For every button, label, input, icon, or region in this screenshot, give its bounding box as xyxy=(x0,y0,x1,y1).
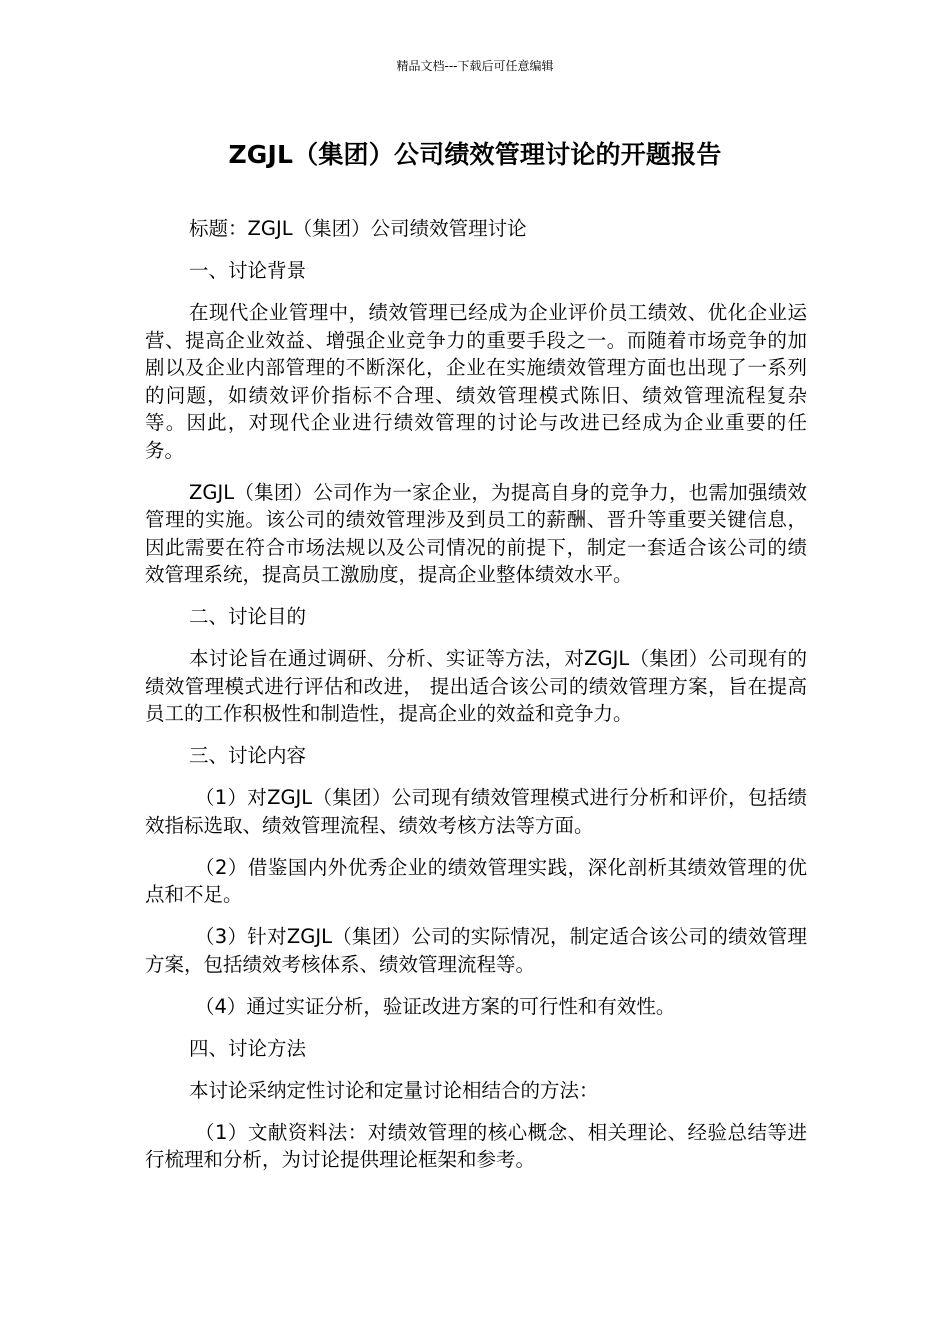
list-item: （2）借鉴国内外优秀企业的绩效管理实践，深化剖析其绩效管理的优点和不足。 xyxy=(145,855,807,906)
list-item: （4）通过实证分析，验证改进方案的可行性和有效性。 xyxy=(195,994,676,1018)
section-heading-content: 三、讨论内容 xyxy=(189,744,307,767)
page-header: 精品文档---下载后可任意编辑 xyxy=(396,59,554,73)
list-item: （1）文献资料法：对绩效管理的核心概念、相关理论、经验总结等进行梳理和分析，为讨论提供理论框架和参考。 xyxy=(145,1120,807,1171)
list-item: （3）针对ZGJL（集团）公司的实际情况，制定适合该公司的绩效管理方案，包括绩效考核体系、绩效管理流程等。 xyxy=(145,925,807,976)
body-paragraph: 在现代企业管理中，绩效管理已经成为企业评价员工绩效、优化企业运营、提高企业效益、增强企业竞争力的重要手段之一。而随着市场竞争的加剧以及企业内部管理的不断深化，企业在实施绩效管理方面也出现了一系列的问题，如绩效评价指标不合理、绩效管理模式陈旧、绩效管理流程复杂等。因此，对现代企业进行绩效管理的讨论与改进已经成为企业重要的任务。 xyxy=(145,301,807,462)
document-body xyxy=(145,215,807,1188)
section-heading-purpose: 二、讨论目的 xyxy=(189,605,307,628)
body-paragraph: 本讨论采纳定性讨论和定量讨论相结合的方法： xyxy=(189,1078,599,1102)
section-heading-method: 四、讨论方法 xyxy=(189,1036,307,1060)
section-heading-background: 一、讨论背景 xyxy=(189,259,307,282)
list-item: （1）对ZGJL（集团）公司现有绩效管理模式进行分析和评价，包括绩效指标选取、绩效管理流程、绩效考核方法等方面。 xyxy=(145,786,807,837)
body-paragraph: ZGJL（集团）公司作为一家企业，为提高自身的竞争力，也需加强绩效管理的实施。该公司的绩效管理涉及到员工的薪酬、晋升等重要关键信息，因此需要在符合市场法规以及公司情况的前提下，制定一套适合该公司的绩效管理系统，提高员工激励度，提高企业整体绩效水平。 xyxy=(145,480,807,586)
subject-line: 标题：ZGJL（集团）公司绩效管理讨论 xyxy=(189,217,527,240)
body-paragraph: 本讨论旨在通过调研、分析、实证等方法，对ZGJL（集团）公司现有的绩效管理模式进行评估和改进， 提出适合该公司的绩效管理方案，旨在提高员工的工作积极性和制造性，提高企业的效益和竞争力。 xyxy=(145,647,807,725)
document-title: ZGJL（集团）公司绩效管理讨论的开题报告 xyxy=(228,140,722,169)
